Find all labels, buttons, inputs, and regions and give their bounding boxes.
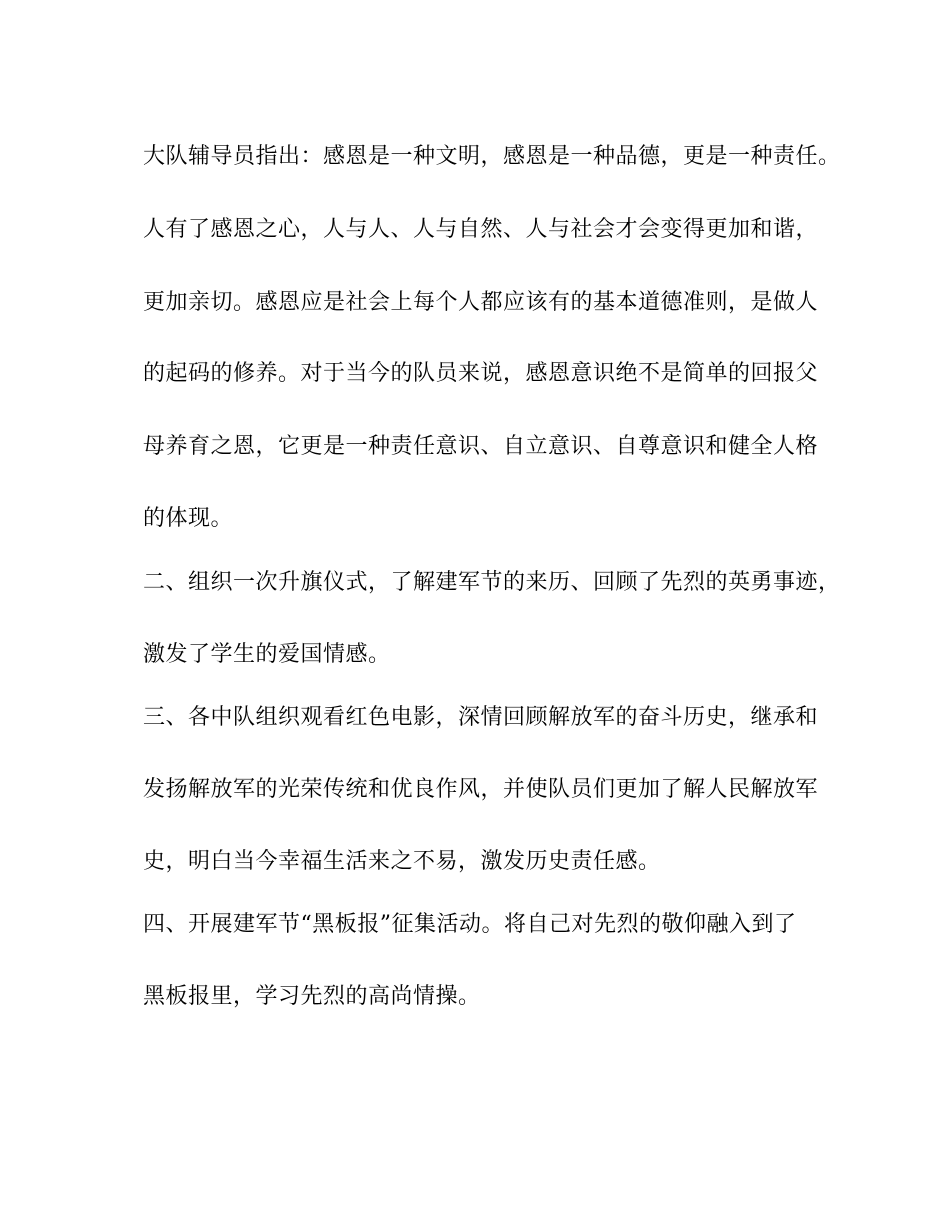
text-line: 的体现。 xyxy=(143,506,234,531)
text-line: 四、开展建军节“黑板报”征集活动。将自己对先烈的敬仰融入到了 xyxy=(143,912,797,937)
text-line: 史，明白当今幸福生活来之不易，激发历史责任感。 xyxy=(143,849,661,874)
text-line: 激发了学生的爱国情感。 xyxy=(143,642,391,667)
text-line: 大队辅导员指出：感恩是一种文明，感恩是一种品德，更是一种责任。 xyxy=(143,144,841,169)
text-line: 二、组织一次升旗仪式，了解建军节的来历、回顾了先烈的英勇事迹， xyxy=(143,570,841,595)
text-line: 三、各中队组织观看红色电影，深情回顾解放军的奋斗历史，继承和 xyxy=(143,705,819,730)
text-line: 黑板报里，学习先烈的高尚情操。 xyxy=(143,984,481,1009)
text-line: 人有了感恩之心，人与人、人与自然、人与社会才会变得更加和谐， xyxy=(143,217,819,242)
text-line: 更加亲切。感恩应是社会上每个人都应该有的基本道德准则，是做人 xyxy=(143,290,819,315)
text-line: 发扬解放军的光荣传统和优良作风，并使队员们更加了解人民解放军 xyxy=(143,777,819,802)
text-line: 母养育之恩，它更是一种责任意识、自立意识、自尊意识和健全人格 xyxy=(143,434,819,459)
text-line: 的起码的修养。对于当今的队员来说，感恩意识绝不是简单的回报父 xyxy=(143,361,819,386)
